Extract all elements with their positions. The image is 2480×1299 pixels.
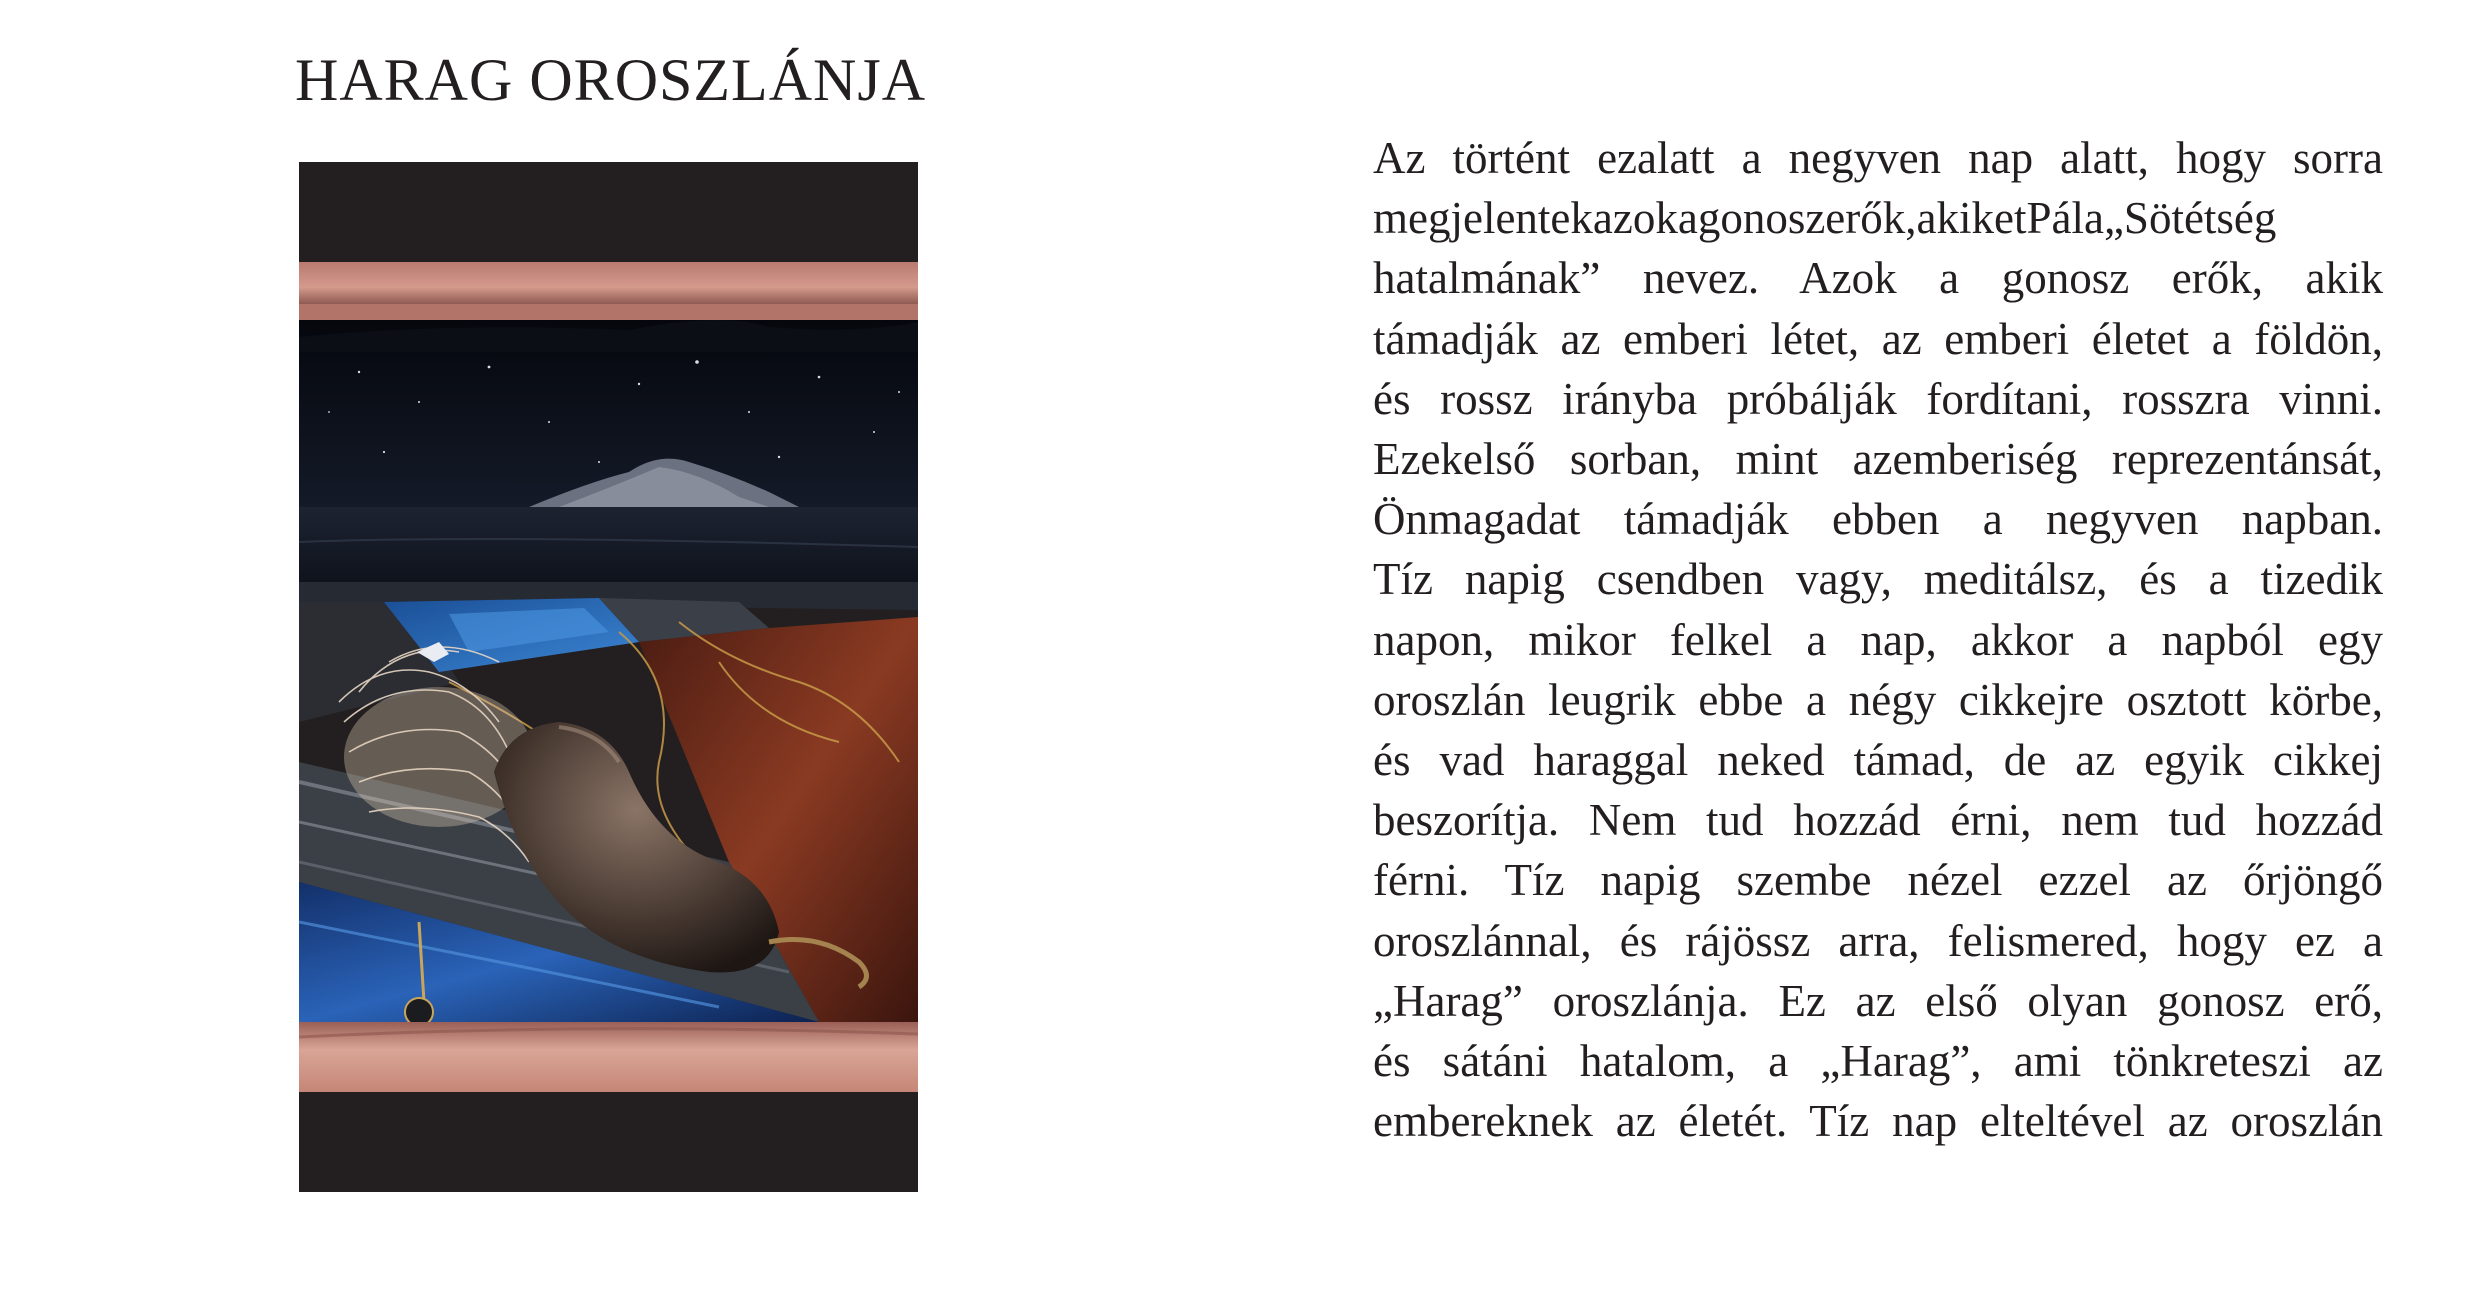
article-line: oroszlánnal, és rájössz arra, felismered, hogy ez a	[1373, 915, 2383, 966]
article-line: támadják az emberi létet, az emberi életet a földön,	[1373, 313, 2383, 364]
article-line: Az történt ezalatt a negyven nap alatt, hogy sorra	[1373, 133, 2383, 183]
article-line: embereknek az életét. Tíz nap elteltével az oroszlán	[1373, 1096, 2383, 1147]
article-line: és vad haraggal neked támad, de az egyik cikkej	[1373, 735, 2383, 786]
page-title: HARAG OROSZLÁNJA	[295, 47, 927, 113]
article-line: és sátáni hatalom, a „Harag”, ami tönkreteszi az	[1373, 1036, 2383, 1087]
article-line: beszorítja. Nem tud hozzád érni, nem tud hozzád	[1373, 795, 2383, 846]
article-line: napon, mikor felkel a nap, akkor a napból egy	[1373, 614, 2383, 665]
article-line: férni. Tíz napig szembe nézel ezzel az őrjöngő	[1373, 855, 2383, 906]
article-body	[1373, 128, 2383, 1151]
article-line: oroszlán leugrik ebbe a négy cikkejre osztott körbe,	[1373, 674, 2383, 725]
article-line: Ezekelső sorban, mint azemberiség reprezentánsát,	[1373, 434, 2383, 485]
collage-illustration	[299, 162, 918, 1192]
article-line: Tíz napig csendben vagy, meditálsz, és a tizedik	[1373, 554, 2383, 605]
article-line: megjelentekazokagonoszerők,akiketPála„Sötétség	[1373, 193, 2277, 244]
article-line: hatalmának” nevez. Azok a gonosz erők, akik	[1373, 253, 2383, 304]
collage-illustration-icon	[299, 162, 918, 1192]
article-line: és rossz irányba próbálják fordítani, rosszra vinni.	[1373, 373, 2383, 424]
article-line: Önmagadat támadják ebben a negyven napban.	[1373, 494, 2383, 545]
article-line: „Harag” oroszlánja. Ez az első olyan gonosz erő,	[1373, 975, 2383, 1026]
